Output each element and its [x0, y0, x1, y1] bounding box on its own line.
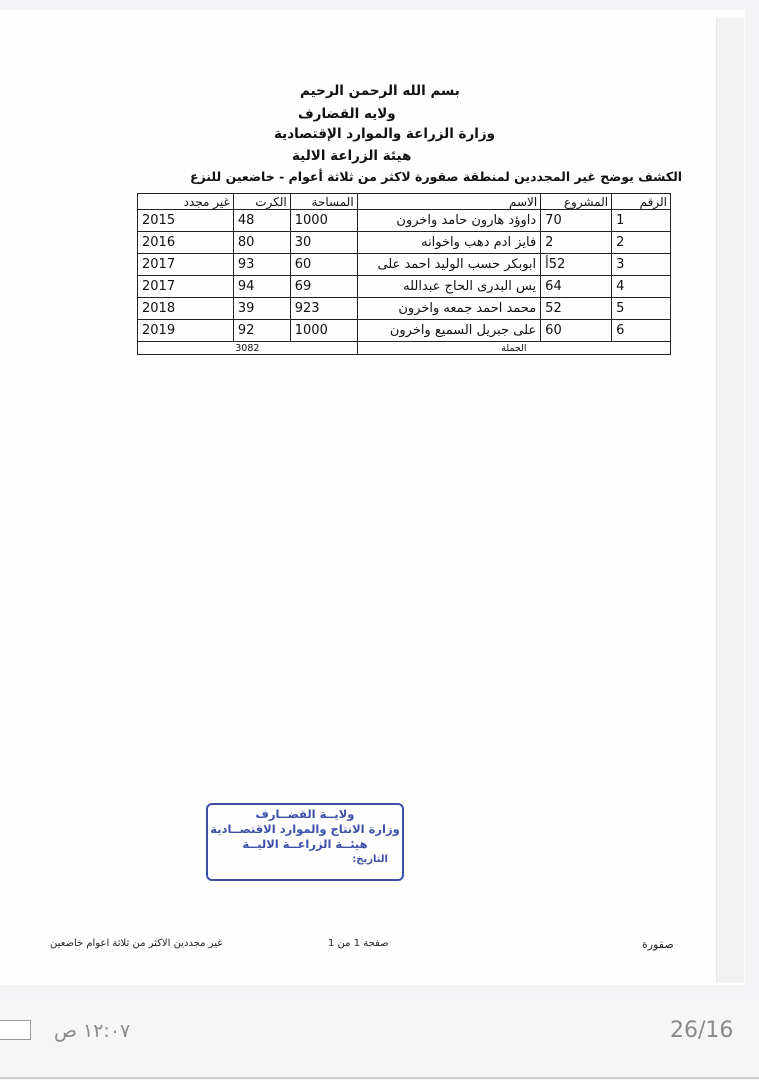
cell-name: فايز ادم دهب واخوانه — [357, 232, 541, 254]
table-total-row — [138, 342, 671, 355]
thumbnail-icon[interactable] — [0, 1020, 31, 1040]
table-row — [138, 210, 671, 232]
cell-card: 94 — [233, 276, 290, 298]
cell-project: 64 — [541, 276, 612, 298]
cell-area: 1000 — [290, 210, 357, 232]
table-row — [138, 320, 671, 342]
cell-name: ابوبكر حسب الوليد احمد على — [357, 254, 541, 276]
header-ministry: وزارة الزراعة والموارد الإقتصادية — [274, 126, 496, 142]
cell-year: 2017 — [138, 254, 234, 276]
stamp-line-date: التاريخ: — [352, 854, 388, 865]
cell-name: يس البدرى الحاج عبدالله — [357, 276, 541, 298]
col-header-not-renewed: غير مجدد — [138, 194, 234, 210]
cell-card: 93 — [233, 254, 290, 276]
table-row — [138, 232, 671, 254]
col-header-number: الرقم — [612, 194, 671, 210]
col-header-card: الكرت — [233, 194, 290, 210]
table-header-row — [138, 194, 671, 210]
table-row — [138, 254, 671, 276]
total-value: 3082 — [138, 342, 358, 355]
cell-area: 923 — [290, 298, 357, 320]
cell-card: 92 — [233, 320, 290, 342]
footer-page-number: صفحة 1 من 1 — [328, 938, 389, 949]
stamp-line-ministry: وزارة الانتاج والموارد الاقتصــادية — [210, 822, 400, 836]
cell-number: 3 — [612, 254, 671, 276]
cell-project: 52 — [541, 298, 612, 320]
footer-region: صقورة — [642, 938, 674, 951]
cell-number: 2 — [612, 232, 671, 254]
cell-number: 6 — [612, 320, 671, 342]
cell-name: على جبريل السميع واخرون — [357, 320, 541, 342]
cell-area: 69 — [290, 276, 357, 298]
header-state: ولايه القضارف — [298, 106, 396, 122]
header-authority: هيئة الزراعة الالية — [292, 148, 412, 164]
bottom-divider — [0, 1077, 759, 1079]
cell-year: 2015 — [138, 210, 234, 232]
cell-name: محمد احمد جمعه واخرون — [357, 298, 541, 320]
table-row — [138, 276, 671, 298]
cell-year: 2017 — [138, 276, 234, 298]
col-header-name: الاسم — [357, 194, 541, 210]
cell-project: 70 — [541, 210, 612, 232]
cell-card: 39 — [233, 298, 290, 320]
cell-project: 60 — [541, 320, 612, 342]
cell-card: 48 — [233, 210, 290, 232]
cell-card: 80 — [233, 232, 290, 254]
cell-area: 60 — [290, 254, 357, 276]
document-title: الكشف يوضح غير المجددين لمنطقة صقورة لاكثر من ثلاثة أعوام - خاضعين للنزع — [190, 169, 683, 184]
cell-year: 2019 — [138, 320, 234, 342]
cell-project: 52أ — [541, 254, 612, 276]
official-stamp — [206, 803, 404, 881]
footer-report-name: غير مجددين الاكثر من ثلاثة اعوام خاضعين — [50, 938, 223, 949]
cell-year: 2018 — [138, 298, 234, 320]
col-header-project: المشروع — [541, 194, 612, 210]
stamp-line-state: ولايــة القضــارف — [255, 807, 355, 821]
image-counter: 26/16 — [670, 1018, 734, 1043]
cell-number: 4 — [612, 276, 671, 298]
page-edge-shadow — [716, 18, 744, 983]
col-header-area: المساحة — [290, 194, 357, 210]
cell-project: 2 — [541, 232, 612, 254]
cell-area: 1000 — [290, 320, 357, 342]
non-renewed-table — [137, 193, 671, 355]
cell-number: 5 — [612, 298, 671, 320]
cell-area: 30 — [290, 232, 357, 254]
total-label: الجملة — [357, 342, 670, 355]
table-row — [138, 298, 671, 320]
timestamp: ١٢:٠٧ ص — [54, 1020, 131, 1042]
cell-number: 1 — [612, 210, 671, 232]
cell-name: داوؤد هارون حامد واخرون — [357, 210, 541, 232]
stamp-line-authority: هيئــة الزراعــة الاليــة — [242, 837, 368, 851]
cell-year: 2016 — [138, 232, 234, 254]
header-basmala: بسم الله الرحمن الرحيم — [300, 83, 460, 99]
